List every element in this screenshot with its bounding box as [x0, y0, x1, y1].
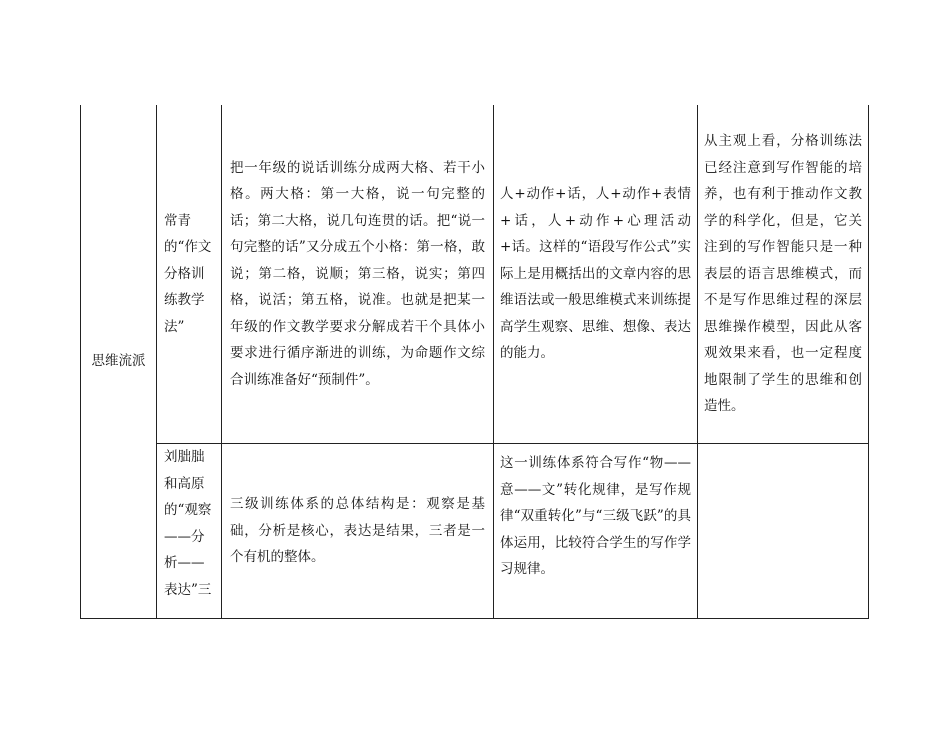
school-label-cell: [81, 105, 157, 619]
school-label: 思维流派: [91, 353, 146, 370]
method-evaluation: 从主观上看，分格训练法已经注意到写作智能的培养，也有利于推动作文教学的科学化，但是，它关注到的写作智能只是一种表层的语言思维模式，而不是写作思维过程的深层思维操作模型，因此从客观效果来看，也一定程度地限制了学生的思维和创造性。: [704, 133, 862, 415]
method-description: 三级训练体系的总体结构是：观察是基础，分析是核心，表达是结果，三者是一个有机的整体。: [230, 496, 485, 566]
table-row: [81, 444, 869, 619]
method-analysis: 人+动作+话，人+动作+表情+话，人+动作+心理活动+话。这样的“语段写作公式”实际上是用概括出的文章内容的思维语法或一般思维模式来训练提高学生观察、思维、想像、表达的能力。: [500, 186, 691, 362]
method-analysis: 这一训练体系符合写作“物——意——文”转化规律，是写作规律“双重转化”与“三级飞跃”的具体运用，比较符合学生的写作学习规律。: [500, 455, 691, 577]
method-analysis-cell: [494, 105, 698, 444]
method-description-cell: [222, 444, 494, 619]
table-row: [81, 105, 869, 444]
method-name: 常青的“作文分格训练教学法”: [164, 212, 212, 335]
method-evaluation-cell: [698, 105, 869, 444]
school-comparison-table: [80, 105, 869, 619]
method-name-cell: [157, 444, 222, 619]
method-evaluation-cell: [698, 444, 869, 619]
method-name: 刘朏朏和高原的“观察——分析——表达”三: [164, 449, 212, 598]
method-description: 把一年级的说话训练分成两大格、若干小格。两大格：第一大格，说一句完整的话；第二大格，说几句连贯的话。把“说一句完整的话”又分成五个小格：第一格，敢说；第二格，说顺；第三格，说实；第四格，说活；第五格，说准。也就是把某一年级的作文教学要求分解成若干个具体小要求进行循序渐进的训练，为命题作文综合训练准备好“预制件”。: [230, 159, 485, 388]
method-name-cell: [157, 105, 222, 444]
method-description-cell: [222, 105, 494, 444]
method-analysis-cell: [494, 444, 698, 619]
